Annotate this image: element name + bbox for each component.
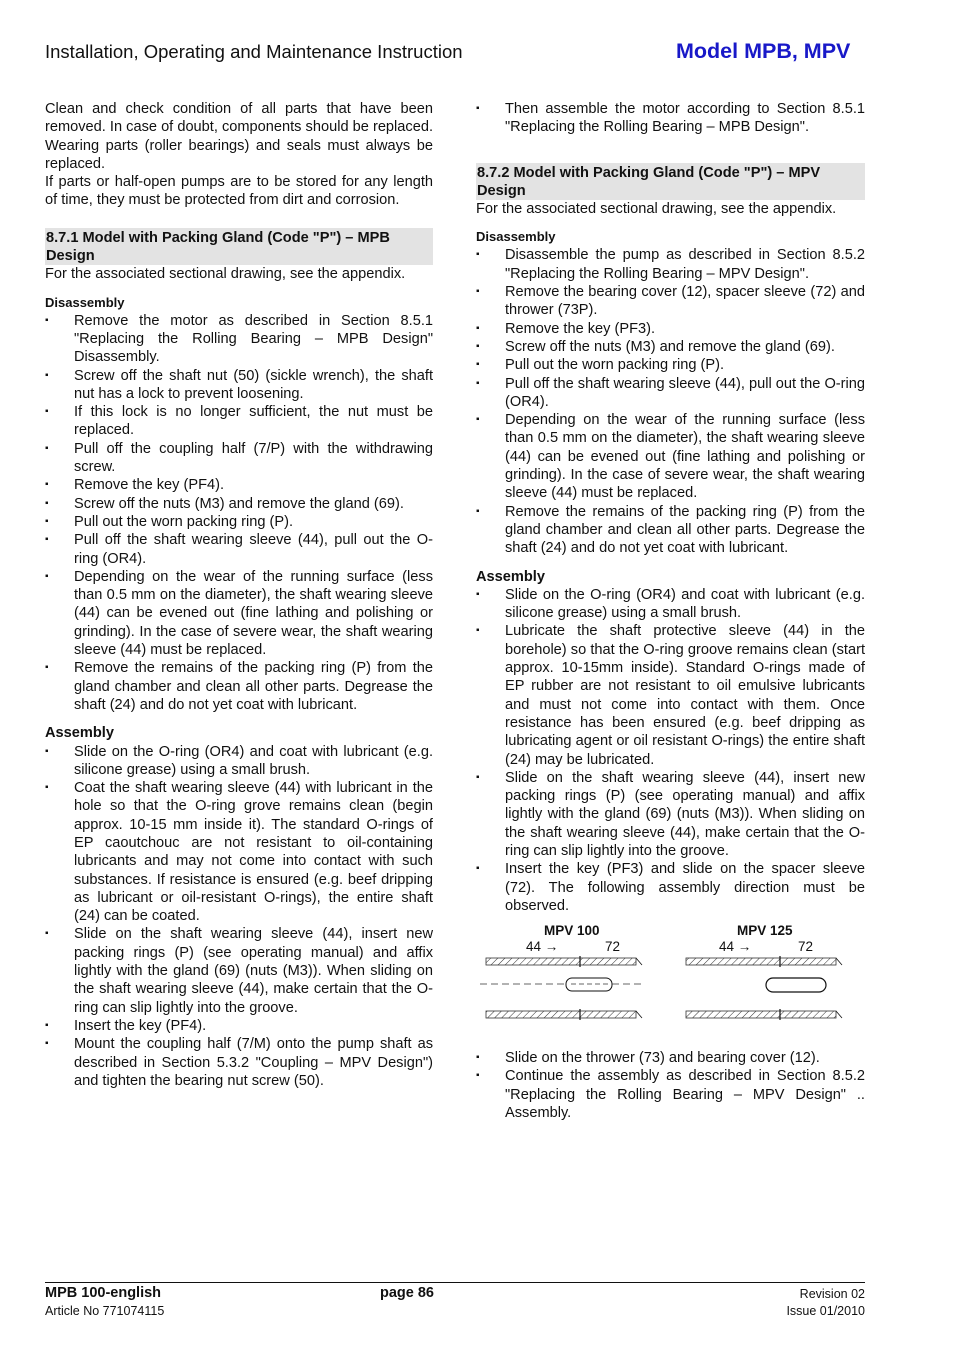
bullet-icon: ▪ [476, 625, 480, 637]
list-item [45, 495, 433, 513]
list-item [45, 659, 433, 714]
section-intro: For the associated sectional drawing, see the appendix. [45, 266, 406, 283]
list-item [45, 531, 433, 568]
list-item [45, 403, 433, 440]
list-item [476, 1067, 865, 1122]
list-item [45, 440, 433, 477]
list-item-text: Remove the remains of the packing ring (P) from the gland chamber and clean all other parts. Degrease the shaft (24) and do not yet coat with lubricant. [74, 660, 433, 713]
intro-paragraph-2: If parts or half-open pumps are to be stored for any length of time, they must be protected from dirt and corrosion. [45, 174, 433, 209]
list-item [476, 411, 865, 502]
disassembly-list [45, 312, 433, 715]
list-item [45, 779, 433, 925]
list-item [476, 1049, 865, 1067]
list-item [476, 283, 865, 320]
bullet-icon: ▪ [476, 103, 480, 114]
bullet-icon: ▪ [476, 377, 480, 389]
mpv-100-drawing [480, 956, 642, 1020]
list-item [476, 503, 865, 558]
list-item [476, 622, 865, 768]
bullet-icon: ▪ [476, 322, 480, 334]
bullet-icon: ▪ [476, 1070, 480, 1082]
list-item [476, 375, 865, 412]
bullet-icon: ▪ [476, 588, 480, 600]
list-item-text: Lubricate the shaft protective sleeve (44) in the borehole) so that the O-ring groove remains clean (start approx. 10-15mm inside). Standard O-rings made of EP rubber are not resistant to oil emulsive lubricants and must not come into contact with them. Once resistance has been ensured (e.g. beef dripping as lubricating agent or oil resistant O-rings) the entire shaft (24) may be lubricated. [505, 623, 865, 768]
section-heading-8-7-1: 8.7.1 Model with Packing Gland (Code "P") – MPB Design [45, 228, 433, 266]
left-column [45, 100, 433, 1090]
top-bullet-list [476, 100, 865, 137]
list-item-text: Insert the key (PF4). [74, 1017, 207, 1034]
list-item [476, 586, 865, 623]
list-item [476, 320, 865, 338]
list-item-text: Screw off the shaft nut (50) (sickle wrench), the shaft nut has a lock to prevent loosening. [74, 367, 433, 402]
bullet-icon: ▪ [45, 534, 49, 546]
list-item [45, 367, 433, 404]
footer-revision: Revision 02 [799, 1287, 865, 1301]
list-item-text: Remove the key (PF3). [505, 320, 656, 337]
list-item [45, 1035, 433, 1090]
figure-label-72-right: 72 [798, 939, 814, 955]
bullet-icon: ▪ [45, 662, 49, 674]
list-item-text: Remove the motor as described in Section 8.5.1 "Replacing the Rolling Bearing – MPB Design" Disassembly. [74, 312, 433, 366]
footer-document-name: MPB 100-english [45, 1285, 162, 1301]
list-item-text: Pull out the worn packing ring (P). [74, 513, 294, 530]
list-item [476, 338, 865, 356]
footer-page-number: page 86 [380, 1285, 434, 1301]
bullet-icon: ▪ [476, 414, 480, 426]
footer-divider [45, 1282, 865, 1283]
list-item [476, 769, 865, 860]
disassembly-list [476, 246, 865, 557]
list-item [45, 925, 433, 1016]
bullet-icon: ▪ [476, 771, 480, 783]
figure-label-44-right: 44 → [719, 939, 752, 955]
assembly-list [476, 586, 865, 915]
list-item [45, 476, 433, 494]
bullet-icon: ▪ [45, 406, 49, 418]
figure-title-mpv-125: MPV 125 [737, 923, 793, 939]
list-item [45, 743, 433, 780]
assembly-list [45, 743, 433, 1091]
figure-label-44-left: 44 → [526, 939, 559, 955]
list-item-text: Slide on the shaft wearing sleeve (44), insert new packing rings (P) (see operating manual) and affix lightly with the gland (69) (nuts (M3)). When sliding on the shaft wearing sleeve (44), make certain that the O-ring can slip lightly into the groove. [74, 926, 433, 1016]
bullet-icon: ▪ [476, 359, 480, 371]
list-item-text: Remove the bearing cover (12), spacer sleeve (72) and thrower (73P). [505, 284, 865, 319]
list-item-text: Slide on the thrower (73) and bearing cover (12). [505, 1050, 820, 1067]
disassembly-heading: Disassembly [476, 229, 556, 245]
final-bullet-list [476, 1049, 865, 1122]
list-item-text: Coat the shaft wearing sleeve (44) with lubricant in the hole so that the O-ring grove remains clean (begin approx. 10-15 mm inside it). The standard O-rings of EP caoutchouc are not resistant to oil-containing lubricants and may not come into contact with such substances. If resistance is ensured (e.g. beef dripping as lubricant or oil-resistant O-rings), the entire shaft (24) can be coated. [74, 780, 433, 925]
bullet-icon: ▪ [45, 442, 49, 454]
figure-title-mpv-100: MPV 100 [544, 923, 600, 939]
list-item [45, 312, 433, 367]
list-item-text: Pull off the shaft wearing sleeve (44), pull out the O-ring (OR4). [505, 375, 865, 410]
list-item-text: If this lock is no longer sufficient, the nut must be replaced. [74, 404, 433, 439]
intro-paragraph-1: Clean and check condition of all parts that have been removed. In case of doubt, components should be replaced. Wearing parts (roller bearings) and seals must always be replaced. [45, 101, 433, 172]
list-item-text: Depending on the wear of the running surface (less than 0.5 mm on the diameter), the shaft wearing sleeve (44) can be evened out (fine lathing and polishing or grinding). In the case of severe wear, the shaft wearing sleeve (44) must be replaced. [74, 568, 433, 659]
list-item [476, 100, 865, 137]
bullet-icon: ▪ [45, 1038, 49, 1050]
section-heading-8-7-2: 8.7.2 Model with Packing Gland (Code "P") – MPV Design [476, 163, 865, 201]
bullet-icon: ▪ [45, 1019, 49, 1031]
list-item-text: Screw off the nuts (M3) and remove the gland (69). [505, 338, 835, 355]
assembly-heading: Assembly [45, 725, 114, 742]
assembly-heading: Assembly [476, 568, 545, 585]
list-item [476, 860, 865, 915]
list-item-text: Depending on the wear of the running surface (less than 0.5 mm on the diameter), the shaft wearing sleeve (44) can be evened out (fine lathing and polishing or grinding). In the case of severe wear, the shaft wearing sleeve (44) must be replaced. [505, 412, 865, 502]
footer-article-number: Article No 771074115 [45, 1304, 165, 1318]
list-item-text: Screw off the nuts (M3) and remove the gland (69). [74, 495, 404, 512]
list-item [45, 513, 433, 531]
bullet-icon: ▪ [45, 479, 49, 491]
list-item-text: Disassemble the pump as described in Section 8.5.2 "Replacing the Rolling Bearing – MPV Design". [505, 247, 865, 282]
list-item-text: Slide on the O-ring (OR4) and coat with lubricant (e.g. silicone grease) using a small brush. [505, 586, 865, 622]
list-item-text: Continue the assembly as described in Section 8.5.2 "Replacing the Rolling Bearing – MPV Design" .. Assembly. [505, 1068, 865, 1122]
bullet-icon: ▪ [45, 497, 49, 509]
list-item-text: Pull off the shaft wearing sleeve (44), pull out the O-ring (OR4). [74, 532, 433, 567]
bullet-icon: ▪ [45, 928, 49, 940]
bullet-icon: ▪ [476, 286, 480, 298]
bullet-icon: ▪ [45, 570, 49, 582]
sleeve-drawing [476, 923, 865, 1063]
right-column [476, 100, 865, 1122]
list-item [45, 1017, 433, 1035]
list-item [476, 246, 865, 283]
bullet-icon: ▪ [45, 782, 49, 794]
list-item [45, 568, 433, 659]
list-item-text: Remove the remains of the packing ring (P) from the gland chamber and clean all other parts. Degrease the shaft (24) and do not yet coat with lubricant. [505, 503, 865, 557]
model-title: Model MPB, MPV [676, 39, 851, 63]
mpv-125-drawing [686, 956, 842, 1020]
figure-label-72-left: 72 [605, 939, 621, 955]
section-intro: For the associated sectional drawing, see the appendix. [476, 201, 837, 218]
bullet-icon: ▪ [476, 340, 480, 352]
bullet-icon: ▪ [45, 515, 49, 527]
list-item-text: Insert the key (PF3) and slide on the spacer sleeve (72). The following assembly direction must be observed. [505, 861, 865, 914]
bullet-icon: ▪ [476, 863, 480, 875]
disassembly-heading: Disassembly [45, 294, 125, 310]
list-item-text: Slide on the O-ring (OR4) and coat with lubricant (e.g. silicone grease) using a small brush. [74, 743, 433, 778]
list-item-text: Pull out the worn packing ring (P). [505, 357, 725, 374]
list-item-text: Remove the key (PF4). [74, 477, 225, 494]
list-item [476, 356, 865, 374]
bullet-icon: ▪ [476, 505, 480, 517]
list-item-text: Mount the coupling half (7/M) onto the pump shaft as described in Section 5.3.2 "Coupling – MPV Design") and tighten the bearing nut screw (50). [74, 1036, 433, 1089]
bullet-icon: ▪ [45, 314, 49, 326]
bullet-icon: ▪ [476, 1052, 480, 1064]
list-item-text: Slide on the shaft wearing sleeve (44), insert new packing rings (P) (see operating manual) and affix lightly with the gland (69) (nuts (M3)). When sliding on the shaft wearing sleeve (44), make certain that the O-ring can slip lightly into the groove. [505, 769, 865, 859]
document-title: Installation, Operating and Maintenance Instruction [45, 41, 463, 62]
list-item-text: Pull off the coupling half (7/P) with the withdrawing screw. [74, 440, 433, 476]
assembly-direction-figure [476, 923, 865, 1063]
footer-issue: Issue 01/2010 [786, 1304, 865, 1318]
bullet-icon: ▪ [45, 369, 49, 381]
list-item-text: Then assemble the motor according to Section 8.5.1 "Replacing the Rolling Bearing – MPB Design". [505, 101, 865, 136]
bullet-icon: ▪ [45, 745, 49, 757]
bullet-icon: ▪ [476, 249, 480, 261]
